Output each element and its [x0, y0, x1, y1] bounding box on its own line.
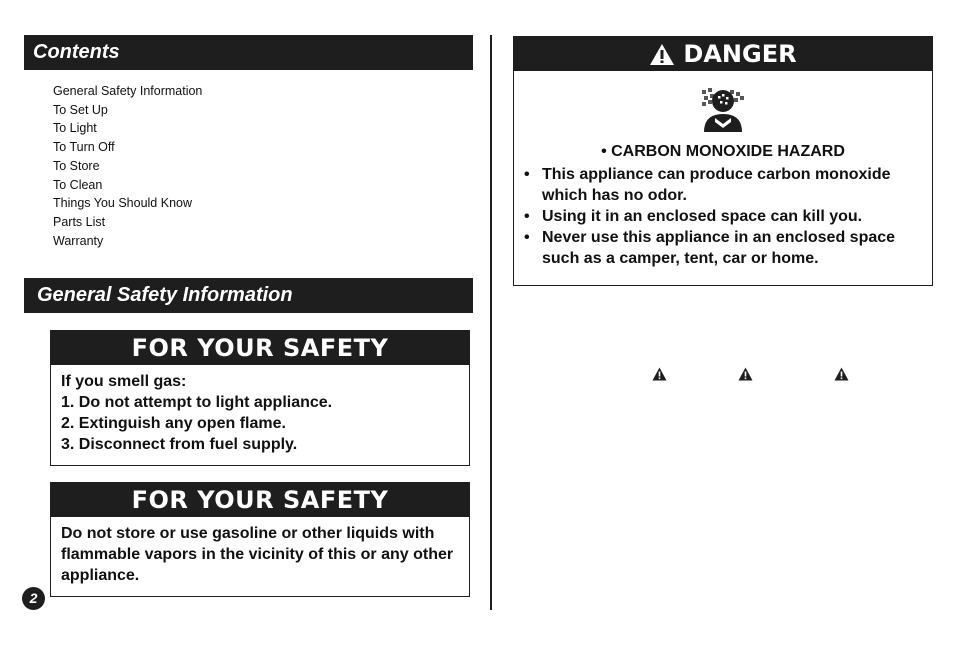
danger-heading-text: DANGER — [683, 40, 797, 68]
danger-item-text: Never use this appliance in an enclosed space such as a camper, tent, car or home. — [542, 229, 896, 267]
danger-box — [513, 36, 933, 286]
carbon-monoxide-icon — [700, 84, 746, 134]
bullet: • — [524, 166, 530, 183]
bullet: • — [524, 208, 530, 225]
bullet: • — [524, 229, 530, 246]
danger-list — [524, 164, 919, 269]
danger-item — [524, 164, 919, 206]
danger-item-text: Using it in an enclosed space can kill you. — [542, 208, 863, 225]
general-safety-header: General Safety Information — [24, 278, 473, 313]
safety-line: 3. Disconnect from fuel supply. — [61, 436, 298, 453]
contents-list — [53, 82, 202, 250]
safety-box-heading: FOR YOUR SAFETY — [51, 331, 469, 365]
contents-item[interactable]: General Safety Information — [53, 84, 203, 98]
contents-item[interactable]: To Store — [53, 158, 100, 173]
danger-item — [524, 227, 919, 269]
safety-box-flammables — [50, 482, 470, 597]
safety-box-gas-smell — [50, 330, 470, 466]
contents-item[interactable]: To Light — [53, 121, 97, 136]
page-number: 2 — [22, 587, 45, 610]
safety-box-body: Do not store or use gasoline or other liquids with flammable vapors in the vicinity of this or any other appliance. — [61, 525, 454, 584]
contents-item[interactable]: To Clean — [53, 177, 103, 192]
safety-line: If you smell gas: — [61, 373, 187, 390]
column-divider — [490, 35, 492, 610]
danger-item — [524, 206, 919, 227]
hazard-title: • CARBON MONOXIDE HAZARD — [601, 143, 845, 160]
safety-box-body — [51, 365, 469, 455]
safety-line: 1. Do not attempt to light appliance. — [61, 394, 333, 411]
contents-item[interactable]: To Set Up — [53, 102, 108, 117]
contents-header: Contents — [24, 35, 473, 70]
safety-box-heading: FOR YOUR SAFETY — [51, 483, 469, 517]
warning-triangle-icon — [834, 367, 849, 381]
warning-triangle-icon — [652, 367, 667, 381]
warning-triangle-icon — [738, 367, 753, 381]
contents-item[interactable]: Warranty — [53, 233, 104, 248]
contents-item[interactable]: Things You Should Know — [53, 196, 192, 211]
contents-item[interactable]: To Turn Off — [53, 140, 115, 155]
contents-item[interactable]: Parts List — [53, 214, 106, 229]
danger-heading — [514, 37, 932, 71]
warning-triangle-icon — [649, 43, 675, 66]
danger-item-text: This appliance can produce carbon monoxide which has no odor. — [542, 166, 891, 204]
safety-line: 2. Extinguish any open flame. — [61, 415, 286, 432]
